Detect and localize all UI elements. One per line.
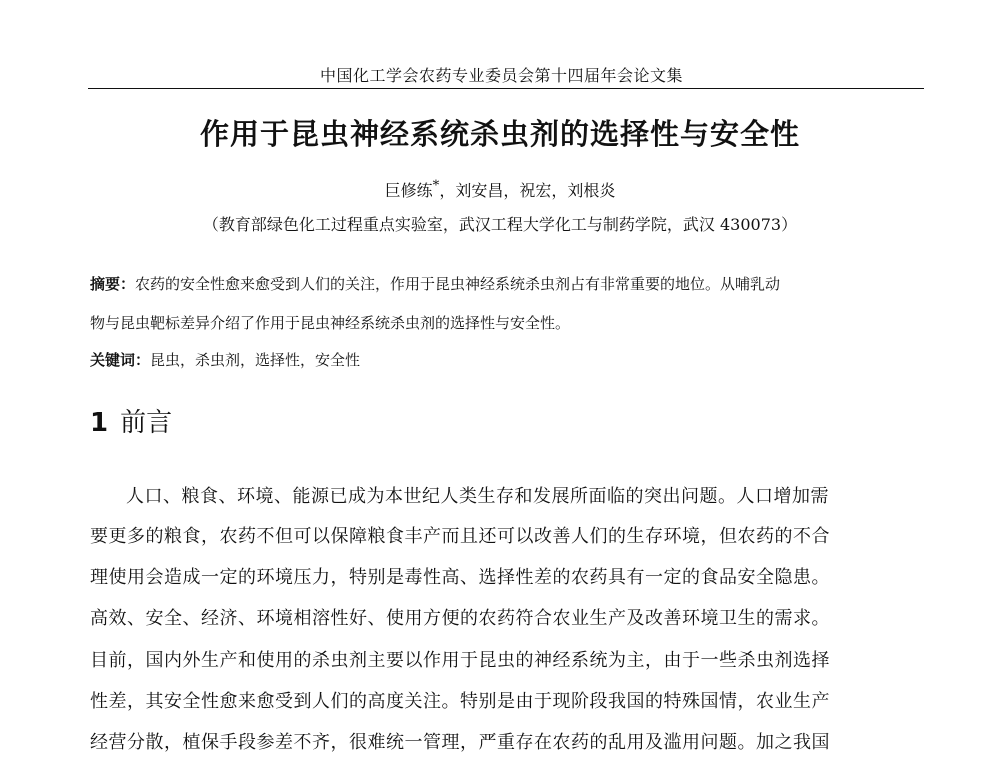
running-head: 中国化工学会农药专业委员会第十四届年会论文集: [320, 66, 684, 85]
body-line: 目前，国内外生产和使用的杀虫剂主要以作用于昆虫的神经系统为主，由于一些杀虫剂选择: [90, 650, 830, 671]
section-title: 前言: [120, 408, 173, 438]
body-line: 要更多的粮食，农药不但可以保障粮食丰产而且还可以改善人们的生存环境，但农药的不合: [90, 526, 830, 547]
abstract-line-2: 物与昆虫靶标差异介绍了作用于昆虫神经系统杀虫剂的选择性与安全性。: [90, 314, 571, 332]
abstract-line-1: [90, 273, 780, 294]
section-number: 1: [90, 408, 109, 438]
body-line: 性差，其安全性愈来愈受到人们的高度关注。特别是由于现阶段我国的特殊国情，农业生产: [90, 691, 830, 712]
keywords: [90, 349, 360, 370]
body-line: 人口、粮食、环境、能源已成为本世纪人类生存和发展所面临的突出问题。人口增加需: [126, 486, 829, 507]
abstract-label: 摘要：: [90, 275, 136, 293]
affiliation: （教育部绿色化工过程重点实验室，武汉工程大学化工与制药学院，武汉 430073）: [202, 215, 798, 234]
section-heading: [90, 402, 172, 439]
first-author: 巨修练: [384, 181, 433, 200]
keywords-label: 关键词：: [90, 351, 151, 369]
body-line: 经营分散，植保手段参差不齐，很难统一管理，严重存在农药的乱用及滥用问题。加之我国: [90, 732, 830, 753]
body-line: 理使用会造成一定的环境压力，特别是毒性高、选择性差的农药具有一定的食品安全隐患。: [90, 567, 830, 588]
keywords-text: 昆虫，杀虫剂，选择性，安全性: [150, 351, 361, 369]
body-line: 高效、安全、经济、环境相溶性好、使用方便的农药符合农业生产及改善环境卫生的需求。: [90, 608, 830, 629]
corresponding-mark: *: [432, 178, 440, 194]
paper-title: 作用于昆虫神经系统杀虫剂的选择性与安全性: [199, 117, 800, 151]
authors: [0, 178, 1000, 201]
header-rule: [88, 88, 924, 89]
other-authors: ，刘安昌，祝宏，刘根炎: [439, 181, 616, 200]
abstract-text-1: 农药的安全性愈来愈受到人们的关注，作用于昆虫神经系统杀虫剂占有非常重要的地位。从哺乳动: [135, 275, 781, 293]
